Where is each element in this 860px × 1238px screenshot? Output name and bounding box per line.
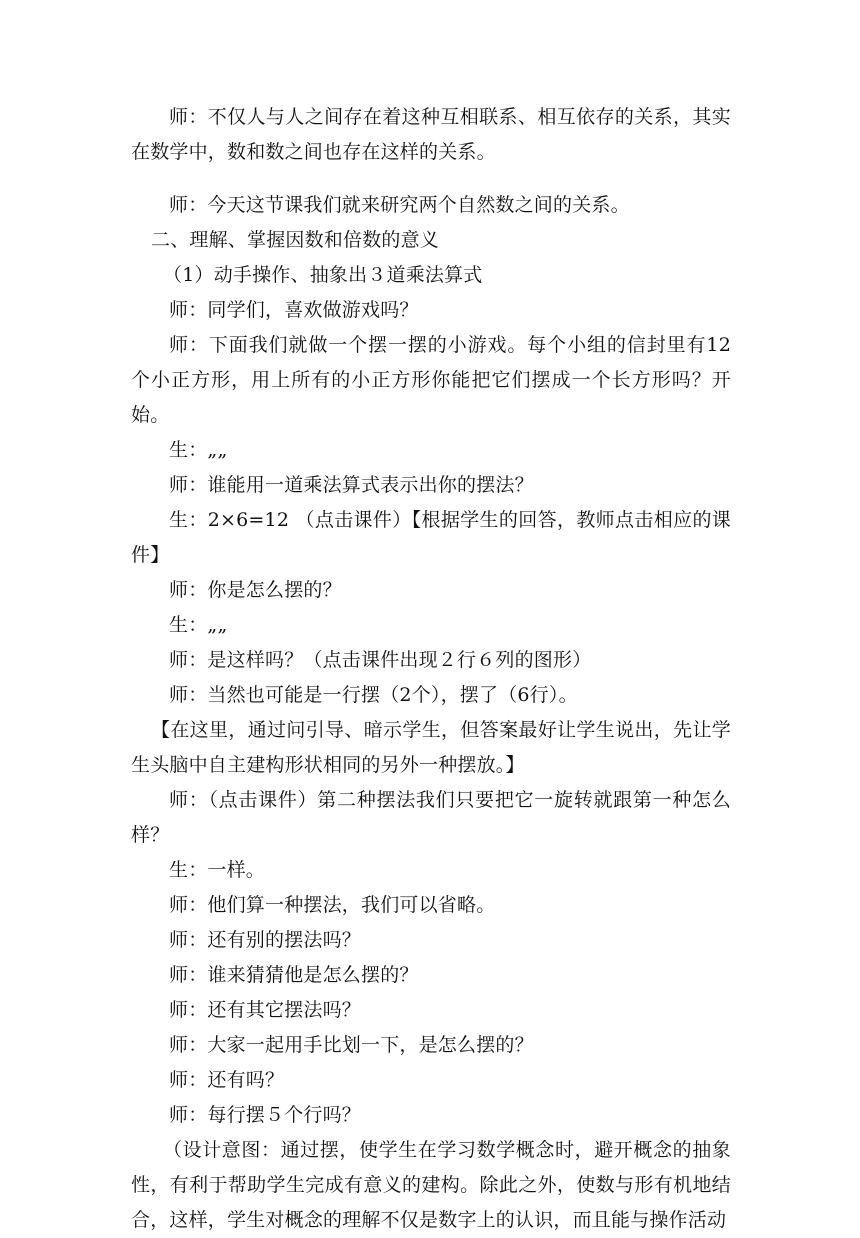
section-heading-2: 二、理解、掌握因数和倍数的意义 <box>151 229 440 251</box>
paragraph-teacher-how: 师：你是怎么摆的？ <box>169 579 342 601</box>
paragraph-teacher-rows: 师：当然也可能是一行摆（2个），摆了（6行）。 <box>169 684 578 706</box>
paragraph-student-equation: 生：2×6=12 （点击课件）【根据学生的回答，教师点击相应的课件】 <box>131 509 731 566</box>
paragraph-teacher-game: 师：同学们，喜欢做游戏吗？ <box>169 299 419 321</box>
document-body <box>131 100 731 1238</box>
paragraph-student-same: 生：一样。 <box>169 859 266 881</box>
paragraph-teacher-other: 师：还有别的摆法吗？ <box>169 929 362 951</box>
paragraph-teacher-equation: 师：谁能用一道乘法算式表示出你的摆法？ <box>169 474 534 496</box>
subsection-heading-1: （1）动手操作、抽象出３道乘法算式 <box>163 264 483 286</box>
paragraph-student-2: 生：„„ <box>169 614 228 636</box>
paragraph-teacher-five: 师：每行摆５个行吗？ <box>169 1104 362 1126</box>
paragraph-teacher-instructions: 师：下面我们就做一个摆一摆的小游戏。每个小组的信封里有12个小正方形，用上所有的小正方形你能把它们摆成一个长方形吗？开始。 <box>131 334 731 426</box>
paragraph-note: 【在这里，通过问引导、暗示学生，但答案最好让学生说出，先让学生头脑中自主建构形状相同的另外一种摆放。】 <box>131 719 731 776</box>
paragraph-teacher-intro: 师：不仅人与人之间存在着这种互相联系、相互依存的关系，其实在数学中，数和数之间也存在这样的关系。 <box>131 106 731 163</box>
paragraph-teacher-today: 师：今天这节课我们就来研究两个自然数之间的关系。 <box>169 194 630 216</box>
paragraph-teacher-guess: 师：谁来猜猜他是怎么摆的？ <box>169 964 419 986</box>
paragraph-teacher-omit: 师：他们算一种摆法，我们可以省略。 <box>169 894 496 916</box>
paragraph-teacher-other-2: 师：还有其它摆法吗？ <box>169 999 362 1021</box>
paragraph-design-intent: （设计意图：通过摆，使学生在学习数学概念时，避开概念的抽象性，有利于帮助学生完成有意义的建构。除此之外，使数与形有机地结合，这样，学生对概念的理解不仅是数字上的认识，而且能与操作活动 <box>131 1139 731 1231</box>
paragraph-teacher-gesture: 师：大家一起用手比划一下，是怎么摆的？ <box>169 1034 534 1056</box>
paragraph-teacher-rotate: 师：（点击课件）第二种摆法我们只要把它一旋转就跟第一种怎么样？ <box>131 789 731 846</box>
paragraph-teacher-shape: 师：是这样吗？（点击课件出现２行６列的图形） <box>169 649 592 671</box>
paragraph-student-1: 生：„„ <box>169 439 228 461</box>
paragraph-teacher-more: 师：还有吗？ <box>169 1069 285 1091</box>
